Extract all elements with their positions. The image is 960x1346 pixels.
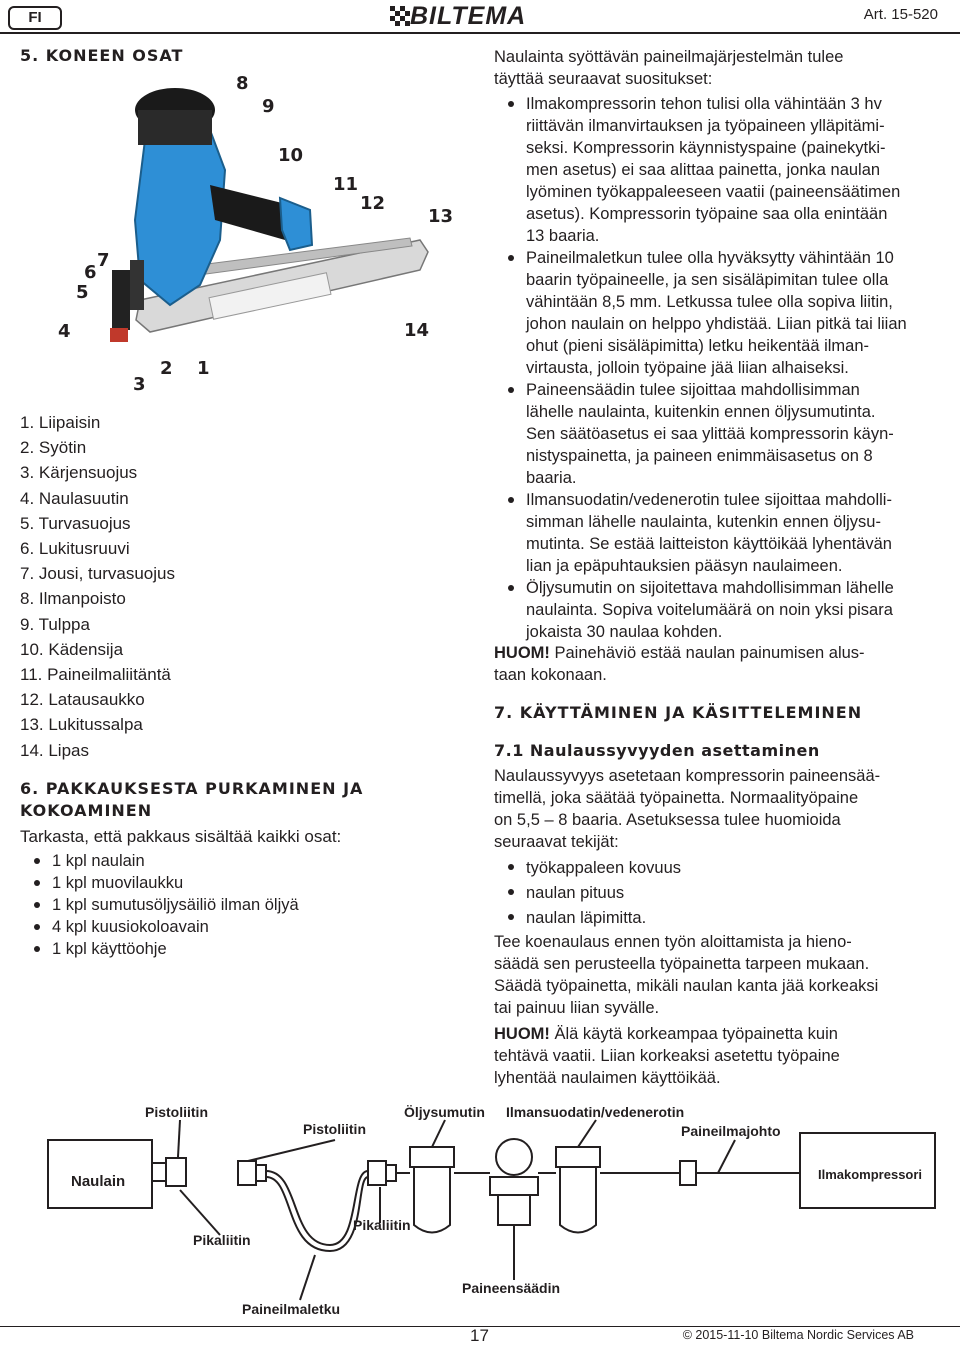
- brand-name: BILTEMA: [410, 2, 527, 30]
- list-item: 5. Turvasuojus: [20, 513, 131, 533]
- list-item: 1 kpl sumutusöljysäiliö ilman öljyä: [20, 894, 460, 916]
- section-6-title: 6. PAKKAUKSESTA PURKAMINEN JA: [20, 779, 364, 798]
- list-item: 7. Jousi, turvasuojus: [20, 564, 175, 584]
- list-item: Paineilmaletkun tulee olla hyväksytty vähintään 10 baarin työpaineelle, ja sen sisäläpimitan tulee olla vähintään 8,5 mm. Letkussa tulee olla sopiva liitin, johon naulain on helppo yhdistää. Liian pitkä tai liian ohut (pieni sisäläpimitta) letku heikentää ilman- virtausta, jolloin työpaine jää liian alhaiseksi.: [494, 247, 944, 379]
- list-item: naulan pituus: [494, 881, 944, 906]
- test-nailing-paragraph: Tee koenaulaus ennen työn aloittamista ja hieno- säädä sen perusteella työpainetta tarpeen mukaan. Säädä työpainetta, mikäli naulan kanta jää korkeaksi tai painuu liian syvälle.: [494, 933, 879, 1017]
- list-item: 8. Ilmanpoisto: [20, 589, 126, 609]
- air-system-intro: [494, 46, 944, 90]
- callout-3: 3: [133, 374, 146, 395]
- list-item: 12. Latausaukko: [20, 690, 145, 710]
- label-paineilmaletku: Paineilmaletku: [242, 1301, 341, 1317]
- list-item: 13. Lukitussalpa: [20, 715, 143, 735]
- label-pikaliitin-2: Pikaliitin: [353, 1217, 411, 1233]
- label-ilmansuodatin: Ilmansuodatin/vedenerotin: [506, 1104, 685, 1120]
- callout-8: 8: [236, 73, 249, 94]
- callout-1: 1: [197, 358, 210, 379]
- label-paineilmajohto: Paineilmajohto: [681, 1123, 781, 1139]
- callout-5: 5: [76, 282, 89, 303]
- callout-9: 9: [262, 96, 275, 117]
- package-contents-list: [20, 850, 460, 960]
- intro-line: Naulainta syöttävän paineilmajärjestelmän tulee: [494, 48, 844, 66]
- list-item: 9. Tulppa: [20, 614, 90, 634]
- callout-11: 11: [333, 174, 359, 195]
- list-item: 1 kpl naulain: [20, 850, 460, 872]
- label-naulain: Naulain: [71, 1173, 126, 1190]
- section-6-intro: Tarkasta, että pakkaus sisältää kaikki osat:: [20, 827, 342, 846]
- section-7-1-title: 7.1 Naulaussyvyyden asettaminen: [494, 741, 820, 760]
- list-item: 4 kpl kuusiokoloavain: [20, 916, 460, 938]
- section-5-title: 5. KONEEN OSAT: [20, 46, 184, 65]
- list-item: 1 kpl käyttöohje: [20, 938, 460, 960]
- callout-13: 13: [428, 206, 454, 227]
- article-number: Art. 15-520: [863, 6, 938, 23]
- callout-4: 4: [58, 321, 71, 342]
- recommendations-list: [494, 93, 944, 643]
- list-item: 1 kpl muovilaukku: [20, 872, 460, 894]
- list-item: Ilmakompressorin tehon tulisi olla vähintään 3 hv riittävän ilmanvirtauksen ja työpaineen ylläpitämi- seksi. Kompressorin käynnistyspaine (painekytki- men asetus) ei saa alittaa painetta, jonka naulan lyöminen työkappaleeseen vaatii (paineensäätimen asetus). Kompressorin työpaine saa olla enintään 13 baaria.: [494, 93, 944, 247]
- callout-7: 7: [97, 250, 110, 271]
- list-item: 11. Paineilmaliitäntä: [20, 665, 171, 685]
- language-badge: FI: [8, 6, 62, 30]
- list-item: 6. Lukitusruuvi: [20, 539, 130, 559]
- nail-gun-illustration: [50, 70, 460, 400]
- note-working-pressure: HUOM! Älä käytä korkeampaa työpainetta kuin tehtävä vaatii. Liian korkeaksi asetettu työpaine lyhentää naulaimen käyttöikää.: [494, 1025, 840, 1087]
- callout-10: 10: [278, 145, 304, 166]
- callout-6: 6: [84, 262, 97, 283]
- list-item: 3. Kärjensuojus: [20, 463, 138, 483]
- page-number: 17: [470, 1326, 489, 1345]
- label-oljysumutin: Öljysumutin: [404, 1104, 485, 1120]
- list-item: 1. Liipaisin: [20, 413, 101, 432]
- list-item: naulan läpimitta.: [494, 906, 944, 931]
- intro-line: täyttää seuraavat suositukset:: [494, 70, 713, 88]
- header-divider: [0, 32, 960, 34]
- list-item: työkappaleen kovuus: [494, 856, 944, 881]
- section-6-title-2: KOKOAMINEN: [20, 801, 153, 820]
- factors-list: [494, 856, 944, 931]
- list-item: 4. Naulasuutin: [20, 488, 129, 508]
- list-item: 10. Kädensija: [20, 639, 124, 659]
- list-item: Paineensäädin tulee sijoittaa mahdollisimman lähelle naulainta, kuitenkin ennen öljysumutinta. Sen säätöasetus ei saa ylittää kompressorin käyn- nistyspainetta, ja paineen enimmäisasetus on 8 baaria.: [494, 379, 944, 489]
- depth-setting-paragraph: Naulaussyvyys asetetaan kompressorin paineensää- timellä, joka säätää työpainetta. Normaalityöpaine on 5,5 – 8 baaria. Asetuksessa tulee huomioida seuraavat tekijät:: [494, 767, 881, 851]
- section-7-title: 7. KÄYTTÄMINEN JA KÄSITTELEMINEN: [494, 703, 863, 722]
- copyright: © 2015-11-10 Biltema Nordic Services AB: [682, 1328, 914, 1342]
- list-item: Öljysumutin on sijoitettava mahdollisimman lähelle naulainta. Sopiva voitelumäärä on noin yksi pisara jokaista 30 naulaa kohden.: [494, 577, 944, 643]
- label-pistoliitin-2: Pistoliitin: [303, 1121, 366, 1137]
- parts-list: [20, 410, 460, 763]
- gauge-icon: [496, 1139, 532, 1175]
- note-pressure-loss: HUOM! Painehäviö estää naulan painumisen alus- taan kokonaan.: [494, 644, 865, 684]
- label-ilmakompressori: Ilmakompressori: [818, 1167, 923, 1182]
- label-pikaliitin-1: Pikaliitin: [193, 1232, 251, 1248]
- callout-14: 14: [404, 320, 430, 341]
- label-paineensaadin: Paineensäädin: [462, 1280, 561, 1296]
- label-pistoliitin-1: Pistoliitin: [145, 1104, 208, 1120]
- callout-2: 2: [160, 358, 173, 379]
- callout-12: 12: [360, 193, 386, 214]
- list-item: 14. Lipas: [20, 740, 89, 760]
- list-item: 2. Syötin: [20, 438, 87, 458]
- list-item: Ilmansuodatin/vedenerotin tulee sijoittaa mahdolli- simman lähelle naulainta, kutenkin ennen öljysu- mutinta. Se estää laitteiston käyttöikää lyhentävän lian ja epäpuhtauksien pääsyn naulaimeen.: [494, 489, 944, 577]
